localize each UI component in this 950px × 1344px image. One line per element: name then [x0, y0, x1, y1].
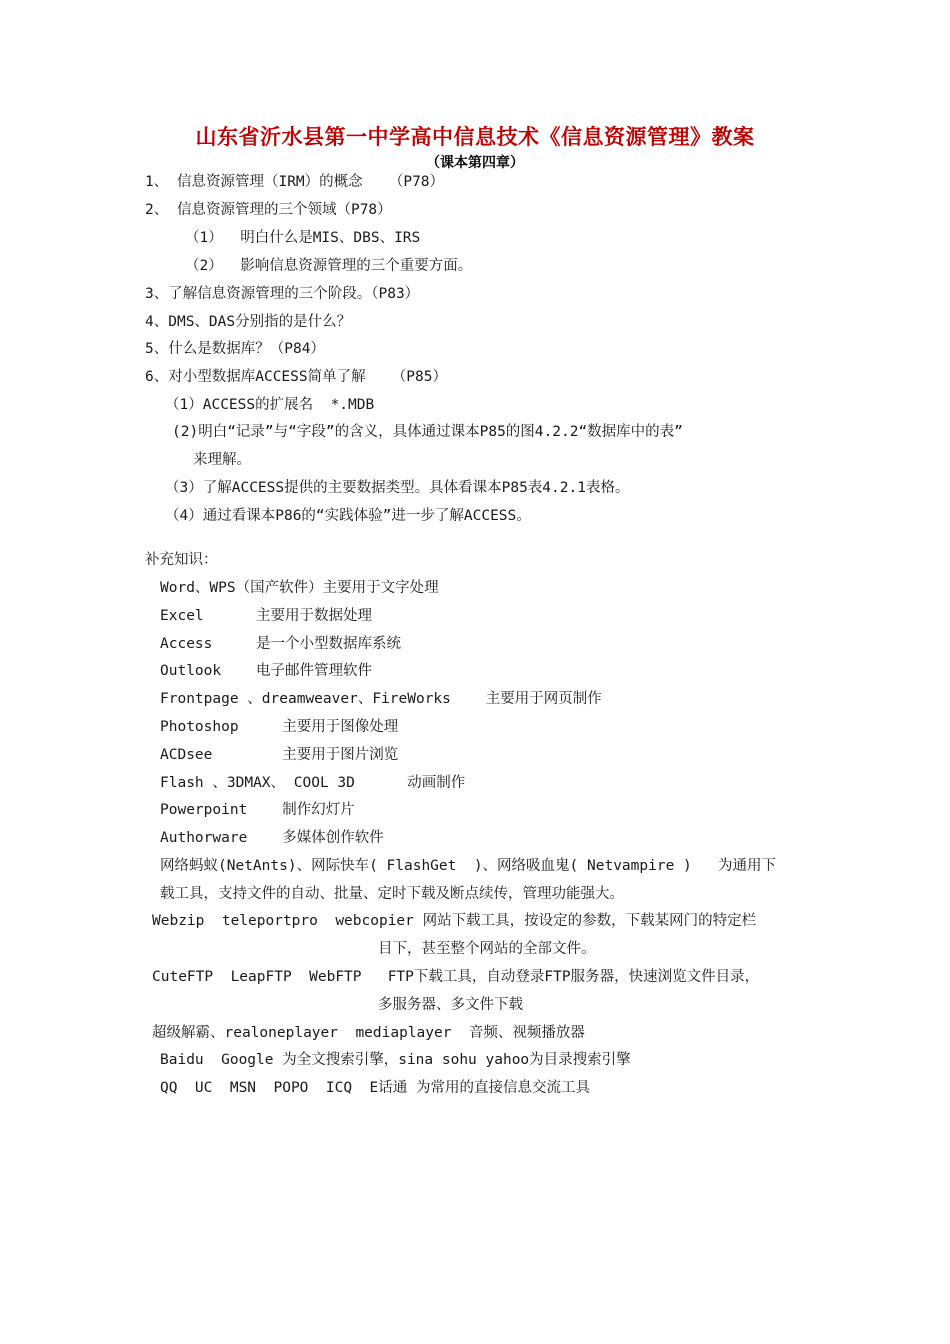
text-line: Webzip teleportpro webcopier 网站下载工具，按设定的参数，下载某网门的特定栏: [152, 913, 757, 929]
text-line: Access 是一个小型数据库系统: [160, 636, 402, 652]
text-line: Authorware 多媒体创作软件: [160, 830, 384, 846]
text-line: QQ UC MSN POPO ICQ E话通 为常用的直接信息交流工具: [160, 1080, 590, 1096]
text-line: 2、 信息资源管理的三个领域（P78）: [145, 202, 392, 218]
text-line: Frontpage 、dreamweaver、FireWorks 主要用于网页制作: [160, 691, 602, 707]
text-line: 1、 信息资源管理（IRM）的概念 （P78）: [145, 174, 445, 190]
text-line: 5、什么是数据库？（P84）: [145, 341, 325, 357]
text-line: 多服务器、多文件下载: [378, 997, 523, 1013]
text-line: Baidu Google 为全文搜索引擎，sina sohu yahoo为目录搜索引擎: [160, 1052, 631, 1068]
section-heading: 补充知识：: [145, 552, 218, 568]
text-line: 载工具，支持文件的自动、批量、定时下载及断点续传，管理功能强大。: [160, 886, 624, 902]
text-line: 目下，甚至整个网站的全部文件。: [378, 941, 596, 957]
text-line: Powerpoint 制作幻灯片: [160, 802, 355, 818]
text-line: Word、WPS（国产软件）主要用于文字处理: [160, 580, 439, 596]
text-line: CuteFTP LeapFTP WebFTP FTP下载工具，自动登录FTP服务器，快速浏览文件目录，: [152, 969, 760, 985]
text-line: (2)明白“记录”与“字段”的含义，具体通过课本P85的图4.2.2“数据库中的表”: [172, 424, 683, 440]
text-line: 来理解。: [193, 452, 251, 468]
text-line: 6、对小型数据库ACCESS简单了解 （P85）: [145, 369, 447, 385]
document-subtitle: （课本第四章）: [426, 155, 524, 171]
text-line: （4）通过看课本P86的“实践体验”进一步了解ACCESS。: [165, 508, 531, 524]
text-line: Flash 、3DMAX、 COOL 3D 动画制作: [160, 775, 466, 791]
text-line: Photoshop 主要用于图像处理: [160, 719, 399, 735]
text-line: （1） 明白什么是MIS、DBS、IRS: [185, 230, 421, 246]
document-title: 山东省沂水县第一中学高中信息技术《信息资源管理》教案: [195, 124, 755, 149]
text-line: （1）ACCESS的扩展名 *.MDB: [165, 397, 375, 413]
text-line: 4、DMS、DAS分别指的是什么？: [145, 314, 352, 330]
text-line: ACDsee 主要用于图片浏览: [160, 747, 399, 763]
text-line: （2） 影响信息资源管理的三个重要方面。: [185, 258, 473, 274]
text-line: 网络蚂蚁(NetAnts)、网际快车( FlashGet )、网络吸血鬼( Netvampire ) 为通用下: [160, 858, 776, 874]
text-line: Excel 主要用于数据处理: [160, 608, 373, 624]
text-line: 超级解霸、realoneplayer mediaplayer 音频、视频播放器: [152, 1025, 585, 1041]
text-line: （3）了解ACCESS提供的主要数据类型。具体看课本P85表4.2.1表格。: [165, 480, 630, 496]
text-line: Outlook 电子邮件管理软件: [160, 663, 373, 679]
text-line: 3、了解信息资源管理的三个阶段。（P83）: [145, 286, 420, 302]
